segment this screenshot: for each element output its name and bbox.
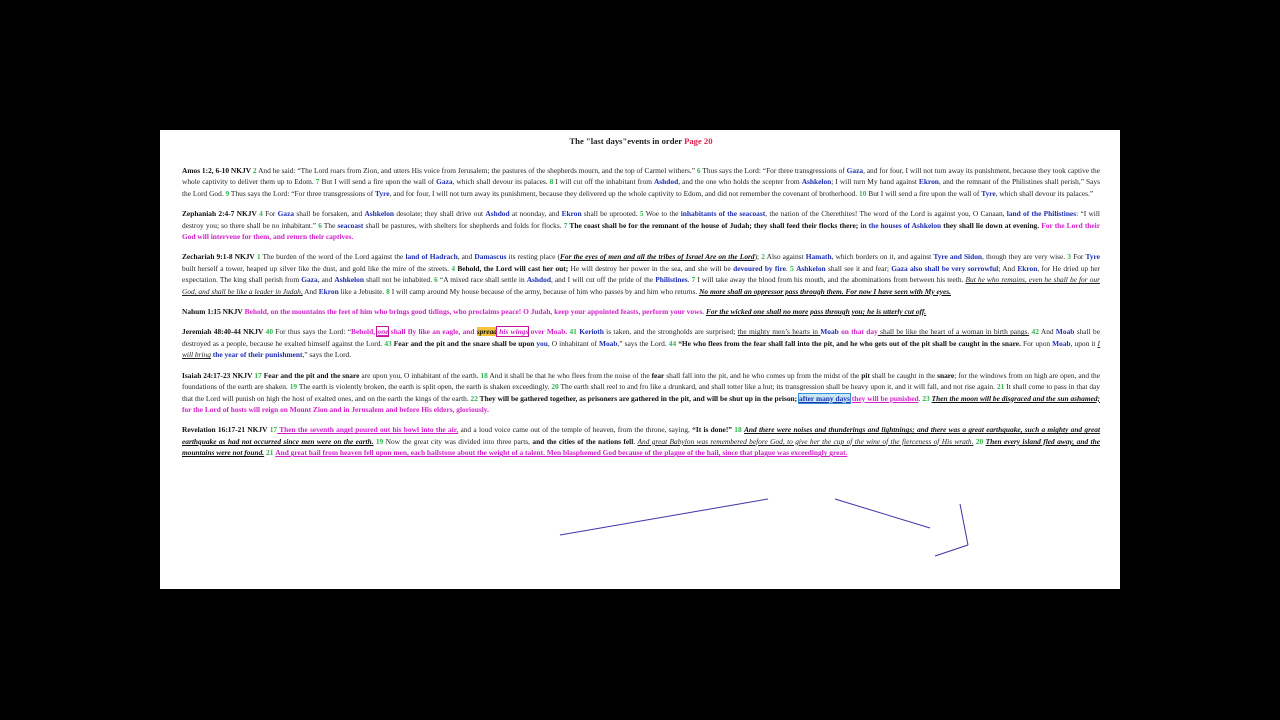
verse-text: shall be destroyed as a people, because he exalted himself against the Lord. [182,327,1100,348]
verse-number: 17 [254,370,262,380]
passage-text [182,209,1100,241]
verse-text: shall fly like an eagle, and [388,327,477,337]
verse-text: Tyre [375,188,390,198]
verse-text: . [785,263,791,273]
verse-text: Ashkelon [801,177,832,187]
verse-number: 20 [551,382,559,392]
title-text: The "last days"events in order [569,136,682,146]
verse-text: I will bring [182,338,1100,360]
verse-text: . [633,436,638,446]
verse-text: Moab [598,338,618,348]
verse-text: Ashkelon [334,275,364,285]
passage-zephaniah [182,208,1100,242]
verse-number: 21 [996,382,1005,392]
verse-text: . [918,393,923,403]
verse-text: the year of their punishment [210,350,303,360]
passage-jeremiah [182,326,1100,360]
verse-text: , and I will cut off the pride of the [550,275,656,285]
verse-number: 22 [470,393,478,403]
verse-number: 17 [269,425,278,435]
verse-text: Philistines [655,275,688,285]
verse-text: I will cut off the inhabitant from [553,177,654,187]
verse-number: 19 [289,382,298,392]
verse-text: Tyre [981,188,996,198]
verse-text: For thus says the Lord: “ [273,327,352,337]
verse-number: 7 [691,275,696,285]
verse-text: over Moab. [528,327,570,337]
verse-text: Woe to the [643,209,681,219]
verse-text: Moab [1052,338,1071,348]
verse-text: seacoast [337,220,364,230]
verse-text: For the Lord their God will intervene for them, and return their captives. [182,220,1101,242]
verse-text: But I will send a fire upon the wall of [866,188,982,198]
verse-text: Gaza also shall be very sorrowful [891,263,999,273]
verse-text: “It is done!” [692,425,732,435]
verse-text: his wings [496,327,529,337]
passage-reference: Isaiah 24:17-23 NKJV [182,370,253,380]
passage-reference: Jeremiah 48:40-44 NKJV [182,327,264,337]
verse-text: one [377,327,389,337]
verse-text: at noonday, and [509,209,562,219]
verse-text: Moab [1055,327,1075,337]
passage-text [245,307,927,316]
verse-text: For the eyes of men and all the tribes of Israel Are on the Lord [560,252,755,262]
verse-text: I will take away the blood from his mouth, and the abominations from between his teeth. [695,275,966,285]
verse-text: built herself a tower, heaped up silver like the dust, and gold like the mire of the streets. [182,263,452,273]
verse-text: land of Hadrach [405,252,458,262]
verse-text: No more shall an oppressor pass through them. For now I have seen with My eyes. [699,286,952,296]
verse-text: Then every island fled away, and the mountains were not found. [182,436,1100,458]
verse-text: is taken, and the strongholds are surprised; [603,327,738,337]
verse-text: , and [317,275,335,285]
verse-text: snare [937,370,955,380]
verse-text: shall be pastures, with shelters for shepherds and folds for flocks. [363,220,564,230]
verse-number: 5 [639,209,644,219]
verse-text: It shall come to pass in that day that the Lord will punish on high the host of exalted ones, and on the earth the kings of the earth. [182,382,1100,403]
verse-text: devoured by fire [733,263,786,273]
verse-number: 23 [922,393,930,403]
verse-text: Ashdod [653,177,679,187]
verse-number: 18 [734,425,742,435]
verse-text: are upon you, O inhabitant of the earth. [359,370,481,380]
passage-text [182,327,1100,359]
verse-text: Tyre and Sidon [933,252,983,262]
verse-text: The [321,220,338,230]
verse-text: Behold, the Lord will cast her out; [455,263,569,273]
page-number: Page 20 [684,136,713,146]
verse-text: like a Jebusite. [338,286,387,296]
verse-text: And great Babylon was remembered before God, to give her the cup of the wine of the fierceness of His wrath. [637,436,974,446]
verse-text: fear [651,370,665,380]
verse-number: 43 [384,338,392,348]
verse-text: shall fall into the pit, and he who comes up from the midst of the [664,370,862,380]
verse-text: you [536,338,548,348]
passage-nahum [182,306,1100,317]
verse-text: Behold, on the mountains the feet of him who brings good tidings, who proclaims peace! O Judah, keep your appointed feasts, perform your vows. [244,307,706,317]
verse-number: 2 [252,166,257,175]
verse-text: , for He dried up her expectation. The king shall perish from [182,263,1100,285]
verse-number: 6 [696,166,701,175]
verse-text: . [687,275,692,285]
verse-text: inhabitants of the seacoast [680,209,766,219]
verse-text: shall be caught in the [869,370,938,380]
verse-text: , and the remnant of the Philistines shall perish,” Says the Lord God. [182,177,1100,198]
verse-text: For [1070,252,1086,262]
verse-text: But he who remains, even he shall be for our God, and shall be like a leader in Judah, [182,275,1100,296]
verse-text: for the Lord of hosts will reign on Mount Zion and in Jerusalem and before His elders, gloriously. [182,404,489,414]
verse-text: Ekron [561,209,582,219]
verse-number: 3 [1067,252,1071,262]
verse-number: 7 [315,177,320,187]
verse-text: Hamath [805,252,832,262]
verse-text: they will be punished [851,393,919,403]
verse-text: ,” says the Lord. [617,338,669,348]
verse-text: Ashdod [485,209,510,219]
verse-text: The earth shall reel to and fro like a drunkard, and shall totter like a hut; its transgression shall be heavy upon it, and it will fall, and not rise again. [558,382,997,392]
verse-text: Fear and the pit and the snare [261,370,360,380]
passage-reference: Revelation 16:17-21 NKJV [182,425,268,435]
verse-text: ); [754,252,762,262]
verse-text: , which borders on it, and against [831,252,934,262]
verse-text: And [302,286,319,296]
verse-text: Behold, [351,327,378,337]
verse-number: 44 [668,338,677,348]
verse-text: But I will send a fire upon the wall of [319,177,437,187]
verse-number: 42 [1031,327,1039,337]
verse-number: 2 [761,252,765,262]
verse-text: shall not be inhabited. [363,275,435,285]
verse-number: 8 [386,286,390,296]
verse-number: 19 [375,436,384,446]
verse-text: The coast shall be for the remnant of the house of Judah; they shall feed their flocks there; [567,220,861,230]
verse-number: 18 [480,370,488,380]
verse-text: shall be forsaken, and [294,209,365,219]
verse-number: 40 [265,327,274,337]
verse-text: And he said: “The Lord roars from Zion, and utters His voice from Jerusalem; the pastures of the shepherds mourn, and the top of Carmel withers.” [256,166,697,175]
verse-number: 6 [434,275,438,285]
verse-text: shall see it and fear; [825,263,892,273]
verse-text: The earth is violently broken, the earth is split open, the earth is shaken exceedingly. [297,382,552,392]
verse-text: shall be uprooted. [581,209,640,219]
passage-reference: Zephaniah 2:4-7 NKJV [182,209,257,219]
passage-reference: Zechariah 9:1-8 NKJV [182,252,255,262]
verse-text: For upon [1020,338,1053,348]
verse-text: land of the Philistines [1006,209,1077,219]
verse-number: 9 [225,188,230,198]
verse-number: 1 [256,252,261,262]
verse-text: Fear and the pit and the snare shall be upon [391,338,537,348]
verse-text: I will camp around My house because of the army, because of him who passes by and him who returns. [389,286,700,296]
passage-text [182,252,1100,295]
verse-text: , O inhabitant of [547,338,599,348]
verse-number: 5 [790,263,794,273]
verse-text: And [1038,327,1056,337]
verse-text: , the nation of the Cherethites! The word of the Lord is against you, O Canaan, [765,209,1007,219]
passage-reference: Nahum 1:15 NKJV [182,307,243,317]
verse-text: ; for the windows from on high are open, and the foundations of the earth are shaken. [182,370,1100,392]
verse-text: Ashdod [526,275,551,285]
verse-text: and a loud voice came out of the temple of heaven, from the throne, saying, [458,425,693,435]
verse-text: , and for four, I will not turn away its punishment, because they delivered up the whole captivity to Edom, and did not remember the covenant of brotherhood. [389,188,860,198]
verse-text: Thus says the Lord: “For three transgressions of [229,188,376,198]
verse-text: Then the moon will be disgraced and the sun ashamed; [931,393,1101,403]
verse-text: Gaza [301,275,318,285]
verse-number: 7 [563,220,568,230]
verse-number: 6 [318,220,322,230]
verse-text: Ashkelon [364,209,395,219]
verse-text: Ashkelon [796,263,826,273]
passage-isaiah [182,370,1100,416]
verse-text: in the houses of Ashkelon [860,220,942,230]
verse-number: 8 [549,177,554,187]
verse-text: “A mixed race shall settle in [437,275,527,285]
verse-number: 4 [451,263,456,273]
verse-text: ; I will turn My hand against [831,177,919,187]
verse-text: , though they are very wise. [982,252,1068,262]
verse-number: 21 [266,448,274,458]
verse-text: , which shall devour its palaces. [452,177,550,187]
verse-text: They will be gathered together, as prisoners are gathered in the pit, and will be shut up in the prison; [477,393,798,403]
verse-text: Ekron [318,286,339,296]
verse-text: Ekron [918,177,939,187]
passage-text [182,371,1100,414]
verse-text: And there were noises and thunderings and lightnings; and there was a great earthquake, such a mighty and great earthquake as had not occurred since men were on the earth. [182,425,1101,446]
verse-text: Also against [764,252,806,262]
verse-text: Moab [820,327,839,337]
verse-text: ; And [998,263,1018,273]
passage-text [182,425,1100,457]
verse-text: , and the one who holds the scepter from [678,177,802,187]
verse-text: And great hail from heaven fell upon men, each hailstone about the weight of a talent. Men blasphemed God because of the plague of the hail, since that plague was exceedingly great. [275,448,848,458]
verse-text: Tyre [1085,252,1100,262]
verse-text: Ekron [1017,263,1038,273]
verse-text: For the wicked one shall no more pass through you; he is utterly cut off. [705,307,927,317]
verse-text: , and [457,252,475,262]
verse-text: on that day [838,327,878,337]
verse-text: Gaza [277,209,295,219]
verse-text: ,” says the Lord. [302,350,352,360]
verse-text: : “I will destroy you; so there shall be no inhabitant.” [182,209,1100,230]
verse-text: “He who flees from the fear shall fall into the pit, and he who gets out of the pit shall be caught in the snare. [676,338,1021,348]
document-page [160,130,1120,589]
verse-number: 20 [975,436,984,446]
verse-text: Thus says the Lord: “For three transgressions of [700,166,847,175]
passage-reference: Amos 1:2, 6-10 NKJV [182,166,252,175]
verse-text: , upon it [1070,338,1098,348]
verse-number: 10 [859,188,867,198]
passage-amos [182,165,1100,199]
verse-text: after many days [799,393,850,403]
verse-text: the mighty men’s hearts in [737,327,821,337]
verse-text: Gaza [436,177,453,187]
verse-text: desolate; they shall drive out [394,209,486,219]
verse-text: The burden of the word of the Lord against the [260,252,406,262]
verse-text: Damascus [474,252,507,262]
verse-text: He will destroy her power in the sea, and she will be [568,263,734,273]
verse-number: 4 [259,209,263,219]
verse-text: Gaza [846,166,864,175]
passage-zechariah [182,251,1100,297]
verse-text: For [262,209,278,219]
verse-text: its resting place ( [506,252,560,262]
verse-number: 41 [569,327,577,337]
verse-text: , and for four, I will not turn away its punishment, because they took captive the whole captivity to deliver them up to Edom. [182,166,1100,187]
verse-text: , which shall devour its palaces.” [995,188,1094,198]
page-title [182,135,1100,147]
passage-revelation [182,424,1100,458]
verse-text: And it shall be that he who flees from the noise of the [487,370,652,380]
verse-text: spread [476,327,497,337]
verse-text: and the cities of the nations fell [532,436,634,446]
verse-text: Then the seventh angel poured out his bowl into the air, [277,425,459,435]
verse-text: shall be like the heart of a woman in birth pangs. [877,327,1030,337]
verse-text: Now the great city was divided into three parts, [383,436,533,446]
verse-text: they shall lie down at evening. [941,220,1042,230]
verse-text: pit [861,370,870,380]
passage-text [182,166,1100,198]
verse-text: Kerioth [579,327,604,337]
